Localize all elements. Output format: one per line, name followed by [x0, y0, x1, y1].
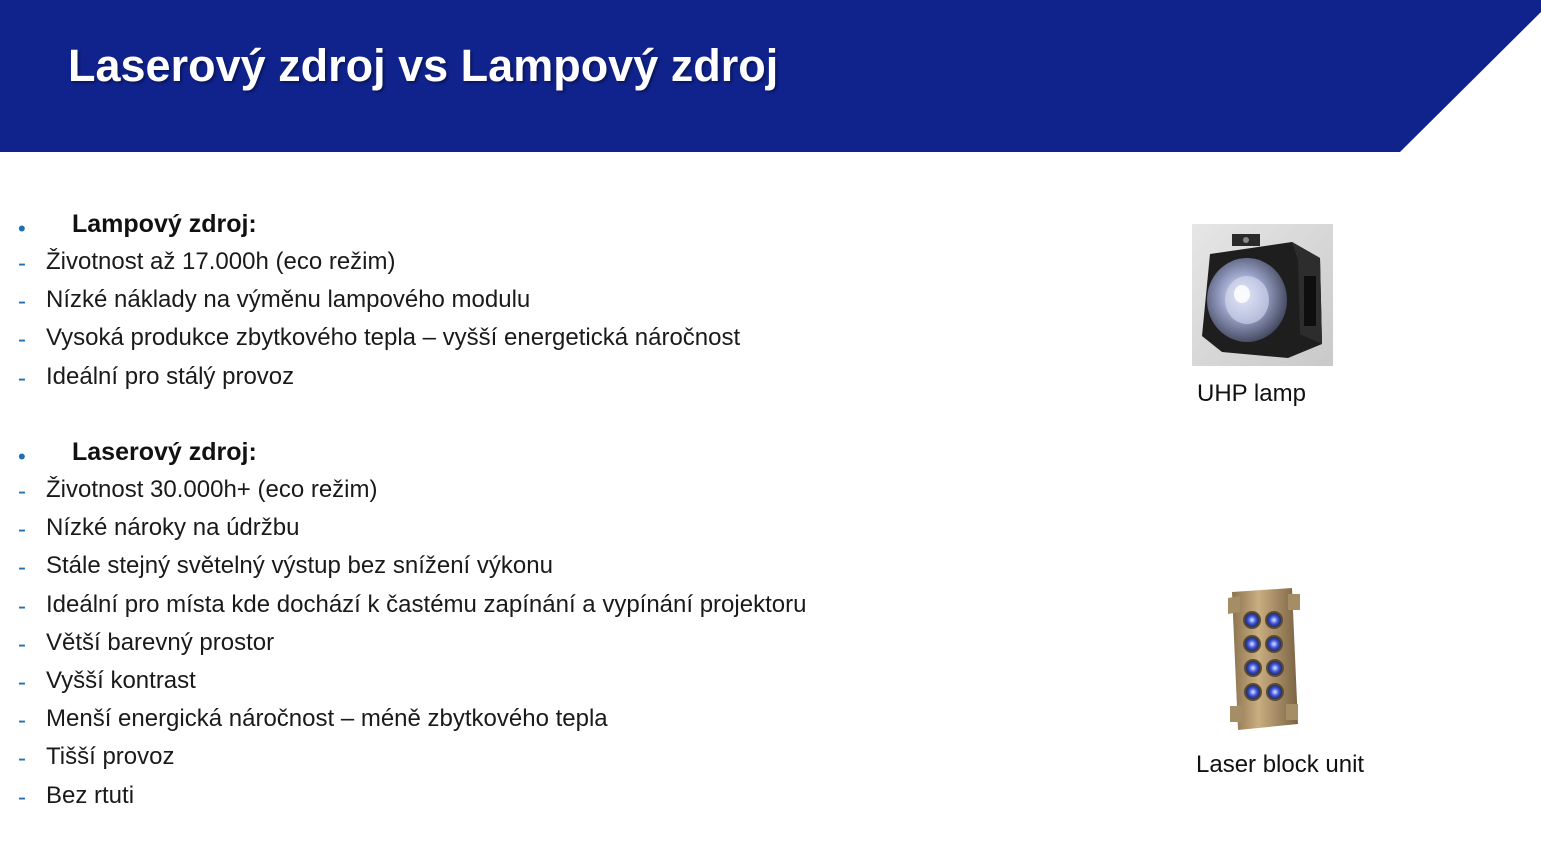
list-item: [0, 782, 1120, 820]
list-item: [0, 705, 1120, 743]
list-item-text: Vyšší kontrast: [46, 666, 196, 694]
dash-icon: -: [18, 745, 26, 773]
list-item: [0, 363, 1120, 401]
dash-icon: -: [18, 364, 26, 392]
dash-icon: -: [18, 326, 26, 354]
list-item: [0, 667, 1120, 705]
list-item-text: Větší barevný prostor: [46, 628, 275, 656]
list-item-text: Ideální pro stálý provoz: [46, 362, 295, 390]
dash-icon: -: [18, 554, 26, 582]
laser-block-image: [1226, 584, 1302, 734]
list-item: [0, 743, 1120, 781]
slide-title: Laserový zdroj vs Lampový zdroj: [68, 40, 779, 91]
list-item-text: Bez rtuti: [46, 781, 135, 809]
list-item-text: Stále stejný světelný výstup bez snížení výkonu: [46, 552, 553, 580]
list-item: [0, 514, 1120, 552]
bullet-icon: •: [18, 444, 26, 469]
list-item: [0, 591, 1120, 629]
dash-icon: -: [18, 250, 26, 277]
laser-section: [0, 438, 1120, 820]
list-item-text: Menší energická náročnost – méně zbytkového tepla: [46, 705, 608, 733]
lamp-section: [0, 210, 1120, 401]
laser-block-caption: Laser block unit: [1196, 751, 1365, 778]
list-item: [0, 629, 1120, 667]
uhp-lamp-image: [1192, 224, 1333, 366]
list-item: [0, 324, 1120, 362]
laser-heading: Laserový zdroj:: [72, 438, 257, 466]
bullet-icon: •: [18, 216, 26, 241]
dash-icon: -: [18, 592, 26, 620]
dash-icon: -: [18, 630, 26, 658]
list-item: [0, 476, 1120, 514]
list-item-text: Ideální pro místa kde dochází k častému zapínání a vypínání projektoru: [46, 590, 807, 618]
dash-icon: -: [18, 516, 26, 544]
list-item: [0, 248, 1120, 286]
lamp-heading: Lampový zdroj:: [72, 210, 257, 238]
laser-heading-row: [0, 438, 1120, 476]
list-item-text: Životnost 30.000h+ (eco režim): [46, 476, 378, 503]
list-item: [0, 286, 1120, 324]
dash-icon: -: [18, 668, 26, 696]
list-item-text: Tišší provoz: [46, 743, 175, 771]
dash-icon: -: [18, 783, 26, 811]
dash-icon: -: [18, 478, 26, 505]
list-item-text: Životnost až 17.000h (eco režim): [46, 248, 396, 275]
list-item-text: Nízké náklady na výměnu lampového modulu: [46, 286, 531, 314]
dash-icon: -: [18, 707, 26, 735]
list-item-text: Nízké nároky na údržbu: [46, 514, 300, 542]
list-item-text: Vysoká produkce zbytkového tepla – vyšší energetická náročnost: [46, 324, 741, 352]
lamp-heading-row: [0, 210, 1120, 248]
uhp-lamp-caption: UHP lamp: [1197, 380, 1306, 407]
dash-icon: -: [18, 288, 26, 316]
list-item: [0, 552, 1120, 590]
